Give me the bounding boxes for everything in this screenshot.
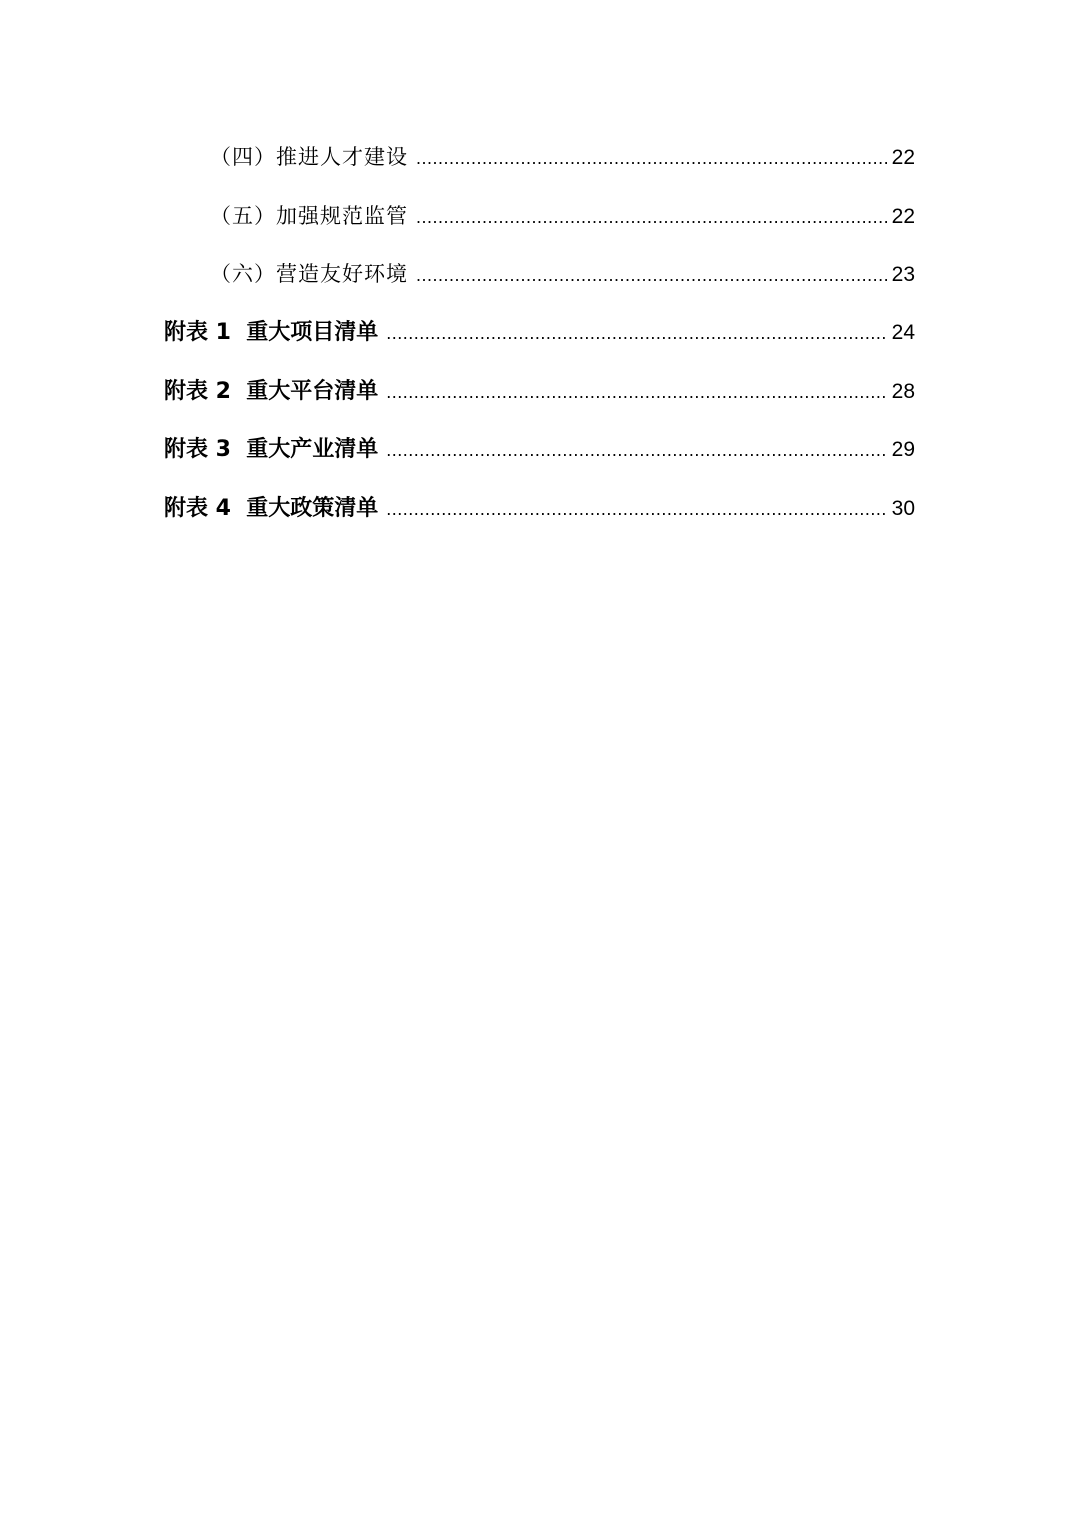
toc-dot-leader xyxy=(386,480,887,539)
toc-page-number: 28 xyxy=(891,379,915,403)
toc-page-number: 30 xyxy=(891,497,915,521)
toc-page-number: 24 xyxy=(891,321,915,345)
toc-entry-title: （四）推进人才建设 xyxy=(210,145,408,169)
toc-dot-leader xyxy=(416,246,888,305)
toc-entry-title: 附表 3 重大产业清单 xyxy=(164,437,379,463)
toc-entry-title: 附表 2 重大平台清单 xyxy=(164,378,379,404)
toc-page-number: 29 xyxy=(891,438,915,462)
toc-dot-leader xyxy=(416,129,888,188)
toc-entry-section-6[interactable] xyxy=(164,245,915,304)
toc-entry-section-4[interactable] xyxy=(164,128,915,187)
toc-entry-appendix-2[interactable] xyxy=(164,363,915,422)
toc-page-number: 22 xyxy=(891,204,915,228)
toc-entry-appendix-3[interactable] xyxy=(164,421,915,480)
table-of-contents xyxy=(164,128,915,539)
toc-entry-appendix-4[interactable] xyxy=(164,480,915,539)
toc-dot-leader xyxy=(386,363,887,422)
toc-entry-title: 附表 4 重大政策清单 xyxy=(164,496,379,522)
toc-page-number: 23 xyxy=(891,263,915,287)
toc-page-number: 22 xyxy=(891,146,915,169)
toc-dot-leader xyxy=(416,188,888,247)
toc-dot-leader xyxy=(386,421,887,480)
toc-entry-section-5[interactable] xyxy=(164,187,915,246)
toc-entry-title: （六）营造友好环境 xyxy=(210,262,408,287)
toc-dot-leader xyxy=(386,304,887,363)
toc-entry-title: （五）加强规范监管 xyxy=(210,203,408,228)
toc-entry-title: 附表 1 重大项目清单 xyxy=(164,320,379,346)
toc-entry-appendix-1[interactable] xyxy=(164,304,915,363)
